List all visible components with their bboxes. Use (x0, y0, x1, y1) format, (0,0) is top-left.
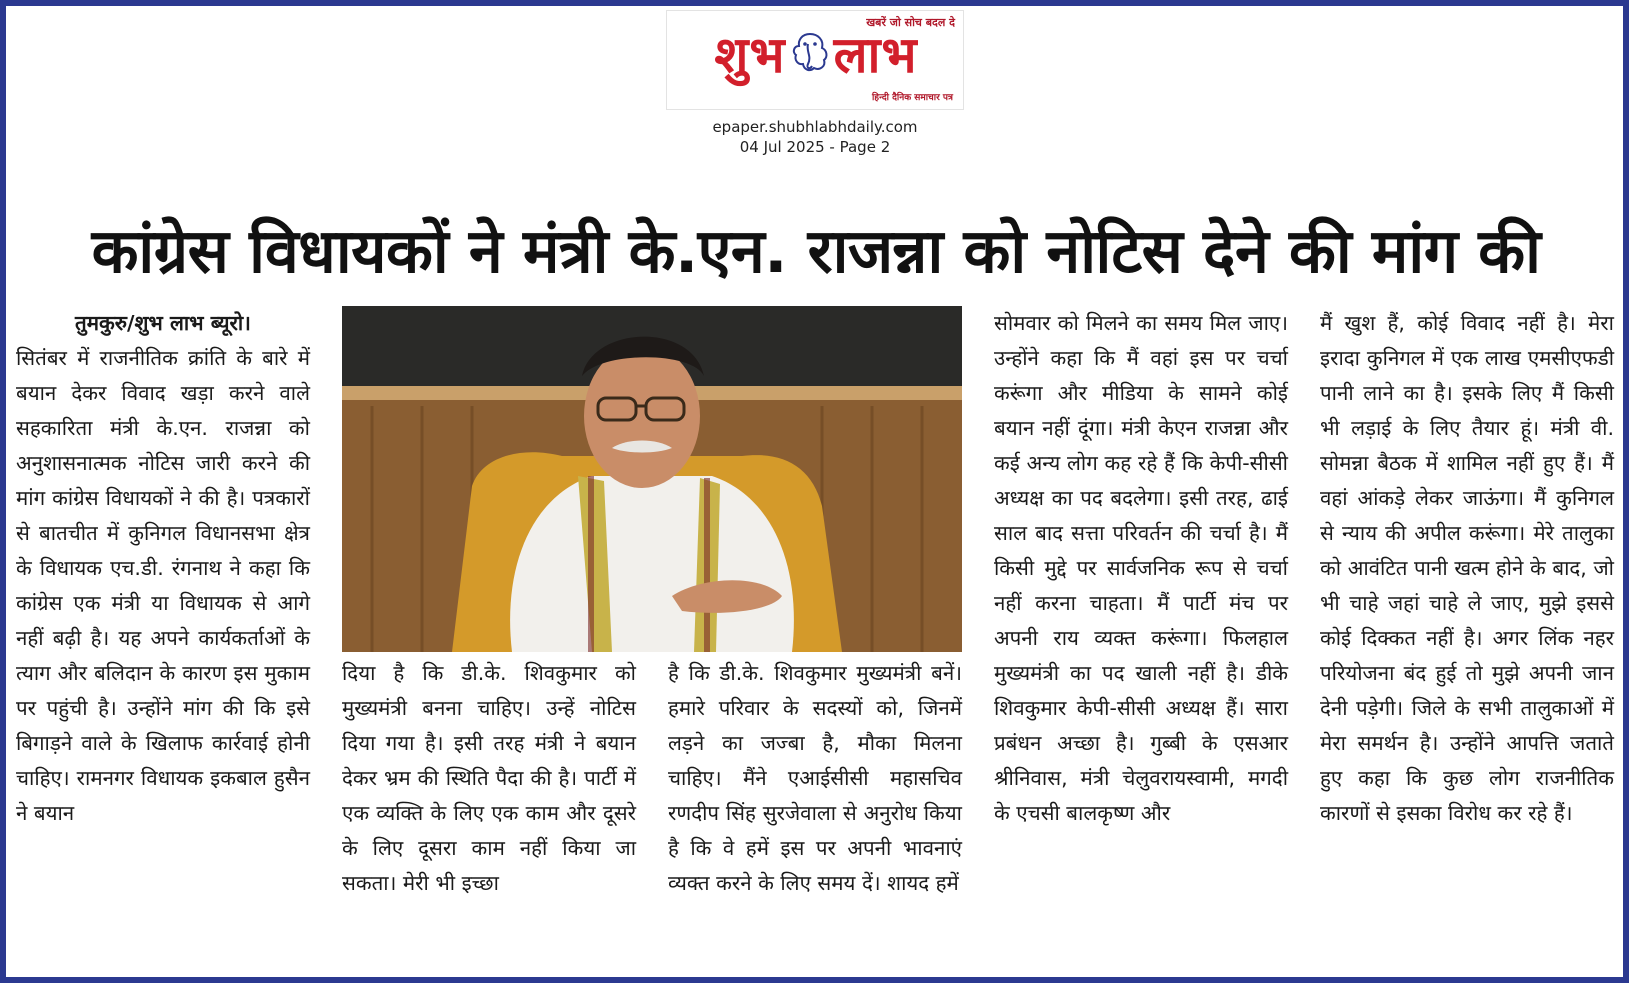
column-4-text: सोमवार को मिलने का समय मिल जाए। उन्होंने कहा कि मैं वहां इस पर चर्चा करूंगा और मीडिया के सामने कोई बयान नहीं दूंगा। मंत्री केएन राजन्ना और कई अन्य लोग कह रहे हैं कि केपी-सीसी अध्यक्ष का पद बदलेगा। इसी तरह, ढाई साल बाद सत्ता परिवर्तन की चर्चा है। मैं किसी मुद्दे पर सार्वजनिक रूप से चर्चा नहीं करना चाहता। मैं पार्टी मंच पर अपनी राय व्यक्त करूंगा। फिलहाल मुख्यमंत्री का पद खाली नहीं है। डीके शिवकुमार केपी-सीसी अध्यक्ष हैं। सारा प्रबंधन अच्छा है। गुब्बी के एसआर श्रीनिवास, मंत्री चेलुवरायस्वामी, मगदी के एचसी बालकृष्ण और (994, 311, 1288, 825)
column-2-text: दिया है कि डी.के. शिवकुमार को मुख्यमंत्री बनना चाहिए। उन्हें नोटिस दिया गया है। इसी तरह मंत्री ने बयान देकर भ्रम की स्थिति पैदा की है। पार्टी में एक व्यक्ति के लिए एक काम और दूसरे के लिए दूसरा काम नहीं किया जा सकता। मेरी भी इच्छा (342, 661, 636, 895)
article-column-3 (668, 656, 962, 901)
article-column-1 (16, 306, 310, 831)
article-column-4 (994, 306, 1288, 831)
masthead-tagline: खबरें जो सोच बदल दे (866, 16, 955, 29)
article-column-5 (1320, 306, 1614, 831)
column-3-text: है कि डी.के. शिवकुमार मुख्यमंत्री बनें। हमारे परिवार के सदस्यों को, जिनमें लड़ने का जज्बा है, मौका मिलना चाहिए। मैंने एआईसीसी महासचिव रणदीप सिंह सुरजेवाला से अनुरोध किया है कि वे हमें इस पर अपनी भावनाएं व्यक्त करने के लिए समय दें। शायद हमें (668, 661, 962, 895)
ganesh-icon (790, 30, 830, 76)
masthead-logo[interactable] (666, 10, 964, 110)
column-5-text: मैं खुश हैं, कोई विवाद नहीं है। मेरा इरादा कुनिगल में एक लाख एमसीएफडी पानी लाने का है। इसके लिए मैं किसी भी लड़ाई के लिए तैयार हूं। मंत्री वी. सोमन्ना बैठक में शामिल नहीं हुए हैं। मैं वहां आंकड़े लेकर जाऊंगा। मैं कुनिगल से न्याय की अपील करूंगा। मेरे तालुका को आवंटित पानी खत्म होने के बाद, जो भी चाहे जहां चाहे ले जाए, मुझे इससे कोई दिक्कत नहीं है। अगर लिंक नहर परियोजना बंद हुई तो मुझे अपनी जान देनी पड़ेगी। जिले के सभी तालुकाओं में मेरा समर्थन है। उन्होंने आपत्ति जताते हुए कहा कि कुछ लोग राजनीतिक कारणों से इसका विरोध कर रहे हैं। (1320, 311, 1614, 825)
column-1-text: सितंबर में राजनीतिक क्रांति के बारे में बयान देकर विवाद खड़ा करने वाले सहकारिता मंत्री के.एन. राजन्ना को अनुशासनात्मक नोटिस जारी करने की मांग कांग्रेस विधायकों ने की है। पत्रकारों से बातचीत में कुनिगल विधानसभा क्षेत्र के विधायक एच.डी. रंगनाथ ने कहा कि कांग्रेस एक मंत्री या विधायक से आगे नहीं बढ़ी है। यह अपने कार्यकर्ताओं के त्याग और बलिदान के कारण इस मुकाम पर पहुंची है। उन्होंने मांग की कि इसे बिगाड़ने वाले के खिलाफ कार्रवाई होनी चाहिए। रामनगर विधायक इकबाल हुसैन ने बयान (16, 346, 310, 825)
article-photo (342, 306, 962, 652)
brand-right: लाभ (833, 25, 918, 84)
site-url[interactable]: epaper.shubhlabhdaily.com (712, 118, 918, 136)
article-headline: कांग्रेस विधायकों ने मंत्री के.एन. राजन्ना को नोटिस देने की मांग की (91, 215, 1541, 287)
dateline: 04 Jul 2025 - Page 2 (739, 138, 891, 156)
brand-wordmark (675, 23, 957, 83)
byline: तुमकुरु/शुभ लाभ ब्यूरो। (75, 311, 251, 335)
politician-photo (342, 306, 962, 652)
article-column-2 (342, 656, 636, 901)
page-meta (615, 117, 1015, 157)
masthead-subtag: हिन्दी दैनिक समाचार पत्र (871, 93, 953, 103)
brand-left: शुभ (714, 25, 786, 84)
